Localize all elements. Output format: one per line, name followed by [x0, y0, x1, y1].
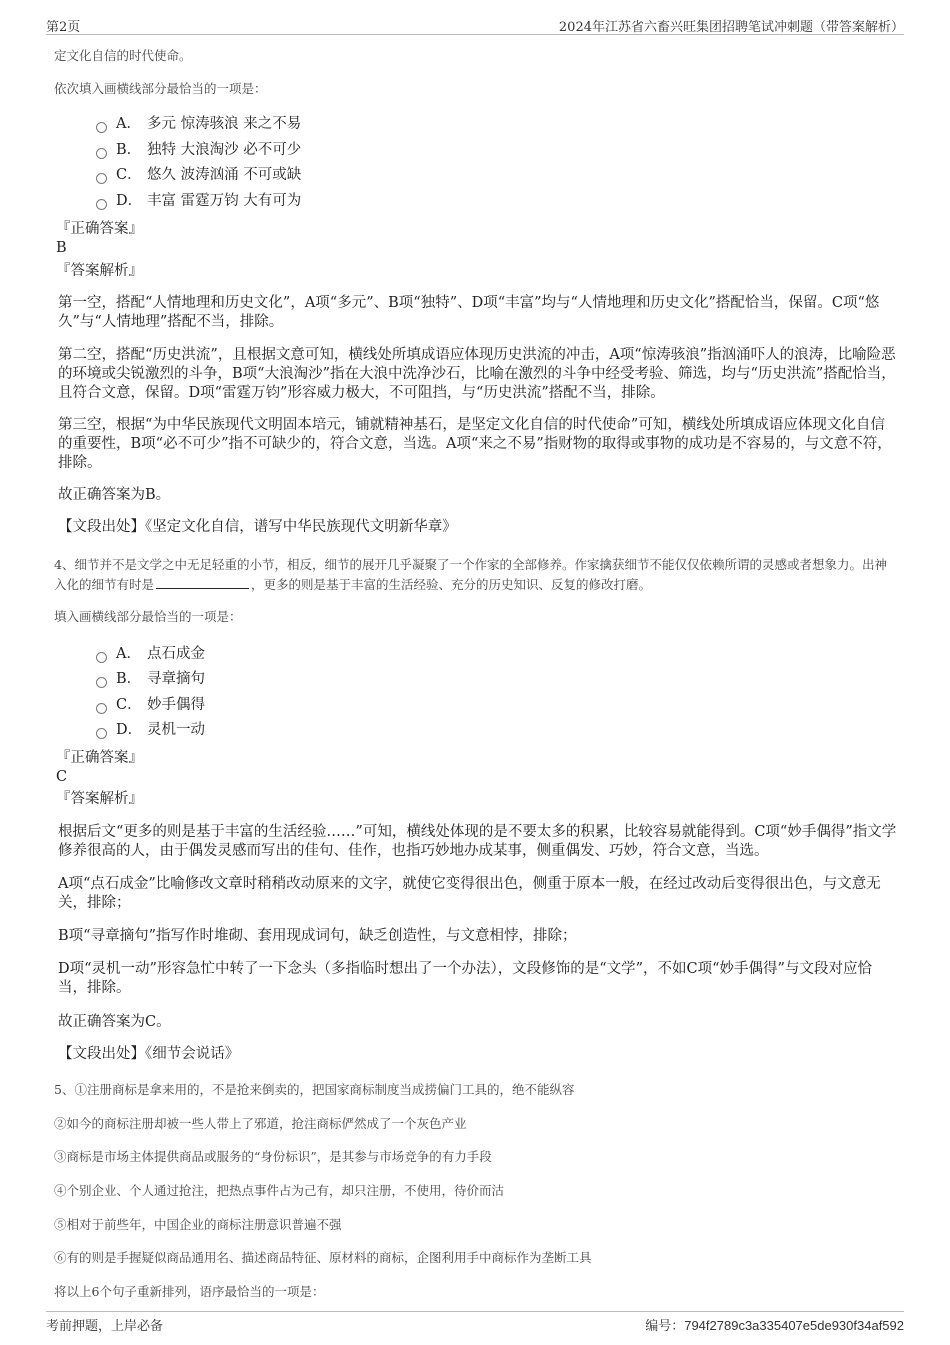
sentence-item: 5、①注册商标是拿来用的，不是抢来倒卖的，把国家商标制度当成捞偏门工具的，绝不能纵容	[54, 1082, 575, 1097]
code-value: 794f2789c3a335407e5de930f34af592	[684, 1318, 904, 1333]
radio-icon[interactable]	[96, 677, 107, 688]
option-b[interactable]	[96, 140, 301, 160]
analysis-paragraph: 根据后文“更多的则是基于丰富的生活经验……”可知，横线处体现的是不要太多的积累，比较容易就能得到。C项“妙手偶得”指文学修养很高的人，由于偶发灵感而写出的佳句、佳作，也指巧妙地办成某事，侧重偶发、巧妙，符合文意，当选。	[58, 824, 897, 859]
sentence-item: ③商标是市场主体提供商品或服务的“身份标识”，是其参与市场竞争的有力手段	[54, 1149, 492, 1164]
page-footer	[46, 1311, 904, 1334]
source-citation: 【文段出处】《坚定文化自信，谱写中华民族现代文明新华章》	[58, 519, 457, 535]
analysis-conclusion: 故正确答案为B。	[58, 487, 171, 503]
option-b[interactable]	[96, 669, 205, 689]
option-letter: B．	[116, 142, 142, 158]
radio-icon[interactable]	[96, 703, 107, 714]
footer-slogan: 考前押题，上岸必备	[46, 1319, 164, 1334]
radio-icon[interactable]	[96, 199, 107, 210]
answer-value: B	[56, 240, 67, 256]
answer-label: 『正确答案』	[56, 221, 143, 237]
option-text: 寻章摘句	[147, 671, 205, 687]
option-text: 点石成金	[147, 646, 205, 662]
page-header	[46, 12, 904, 35]
option-c[interactable]	[96, 695, 205, 715]
radio-icon[interactable]	[96, 148, 107, 159]
analysis-label: 『答案解析』	[56, 791, 143, 807]
document-code	[645, 1315, 904, 1334]
question-instruction: 依次填入画横线部分最恰当的一项是：	[54, 81, 267, 96]
radio-icon[interactable]	[96, 652, 107, 663]
option-letter: A．	[116, 116, 141, 132]
fill-blank	[156, 576, 249, 589]
analysis-paragraph: D项“灵机一动”形容急忙中转了一下念头（多指临时想出了一个办法），文段修饰的是“文学”，不如C项“妙手偶得”与文段对应恰当，排除。	[58, 961, 872, 996]
option-text: 妙手偶得	[147, 697, 205, 713]
question-stem	[54, 555, 896, 595]
sentence-item: ⑥有的则是手握疑似商品通用名、描述商品特征、原材料的商标，企图利用手中商标作为垄断工具	[54, 1250, 592, 1265]
analysis-paragraph: 第三空，根据“为中华民族现代文明固本培元，铺就精神基石，是坚定文化自信的时代使命”可知，横线处所填成语应体现文化自信的重要性，B项“必不可少”指不可缺少的，符合文意，当选。A项“来之不易”指财物的取得或事物的成功是不容易的，与文意不符，排除。	[58, 417, 892, 471]
radio-icon[interactable]	[96, 728, 107, 739]
option-d[interactable]	[96, 720, 205, 740]
stem-text: 4、细节并不是文学之中无足轻重的小节，相反，细节的展开几乎凝聚了一个作家的全部修养。作家擒获细节不能仅仅依赖所谓的灵感或者想象力。出神入化的细节有时是	[54, 557, 887, 592]
option-d[interactable]	[96, 191, 301, 211]
option-text: 多元 惊涛骇浪 来之不易	[147, 116, 302, 132]
option-text: 独特 大浪淘沙 必不可少	[147, 142, 302, 158]
option-text: 丰富 雷霆万钧 大有可为	[147, 193, 302, 209]
option-letter: B．	[116, 671, 142, 687]
question-instruction: 填入画横线部分最恰当的一项是：	[54, 609, 242, 624]
radio-icon[interactable]	[96, 122, 107, 133]
answer-value: C	[56, 769, 68, 785]
analysis-label: 『答案解析』	[56, 263, 143, 279]
page-number: 第2页	[46, 20, 81, 35]
sentence-item: ④个别企业、个人通过抢注，把热点事件占为己有，却只注册，不使用，待价而沽	[54, 1183, 505, 1198]
code-label: 编号：	[645, 1319, 685, 1334]
option-letter: D．	[116, 722, 143, 738]
source-citation: 【文段出处】《细节会说话》	[58, 1046, 240, 1062]
radio-icon[interactable]	[96, 173, 107, 184]
document-title: 2024年江苏省六畜兴旺集团招聘笔试冲刺题（带答案解析）	[558, 20, 904, 35]
option-letter: A．	[116, 646, 141, 662]
answer-label: 『正确答案』	[56, 750, 143, 766]
question-instruction: 将以上6个句子重新排列，语序最恰当的一项是：	[54, 1284, 325, 1299]
analysis-paragraph: B项“寻章摘句”指写作时堆砌、套用现成词句，缺乏创造性，与文意相悖，排除；	[58, 928, 577, 944]
analysis-conclusion: 故正确答案为C。	[58, 1014, 171, 1030]
option-text: 悠久 波涛汹涌 不可或缺	[147, 167, 302, 183]
sentence-item: ⑤相对于前些年，中国企业的商标注册意识普遍不强	[54, 1217, 342, 1232]
analysis-paragraph: 第二空，搭配“历史洪流”，且根据文意可知，横线处所填成语应体现历史洪流的冲击，A项“惊涛骇浪”指汹涌吓人的浪涛，比喻险恶的环境或尖锐激烈的斗争，B项“大浪淘沙”指在大浪中洗净沙石，比喻在激烈的斗争中经受考验、筛选，均与“历史洪流”搭配恰当，且符合文意，保留。D项“雷霆万钧”形容威力极大，不可阻挡，与“历史洪流”搭配不当，排除。	[58, 347, 896, 401]
stem-text: ，更多的则是基于丰富的生活经验、充分的历史知识、反复的修改打磨。	[251, 577, 652, 592]
analysis-paragraph: A项“点石成金”比喻修改文章时稍稍改动原来的文字，就使它变得很出色，侧重于原本一般，在经过改动后变得很出色，与文意无关，排除；	[58, 876, 881, 911]
option-text: 灵机一动	[147, 722, 205, 738]
option-letter: C．	[116, 167, 142, 183]
option-c[interactable]	[96, 165, 301, 185]
option-a[interactable]	[96, 114, 301, 134]
analysis-paragraph: 第一空，搭配“人情地理和历史文化”，A项“多元”、B项“独特”、D项“丰富”均与“人情地理和历史文化”搭配恰当，保留。C项“悠久”与“人情地理”搭配不当，排除。	[58, 295, 880, 330]
sentence-item: ②如今的商标注册却被一些人带上了邪道，抢注商标俨然成了一个灰色产业	[54, 1116, 467, 1131]
option-letter: C．	[116, 697, 142, 713]
option-letter: D．	[116, 193, 143, 209]
question-tail: 定文化自信的时代使命。	[54, 48, 192, 63]
option-a[interactable]	[96, 644, 205, 664]
